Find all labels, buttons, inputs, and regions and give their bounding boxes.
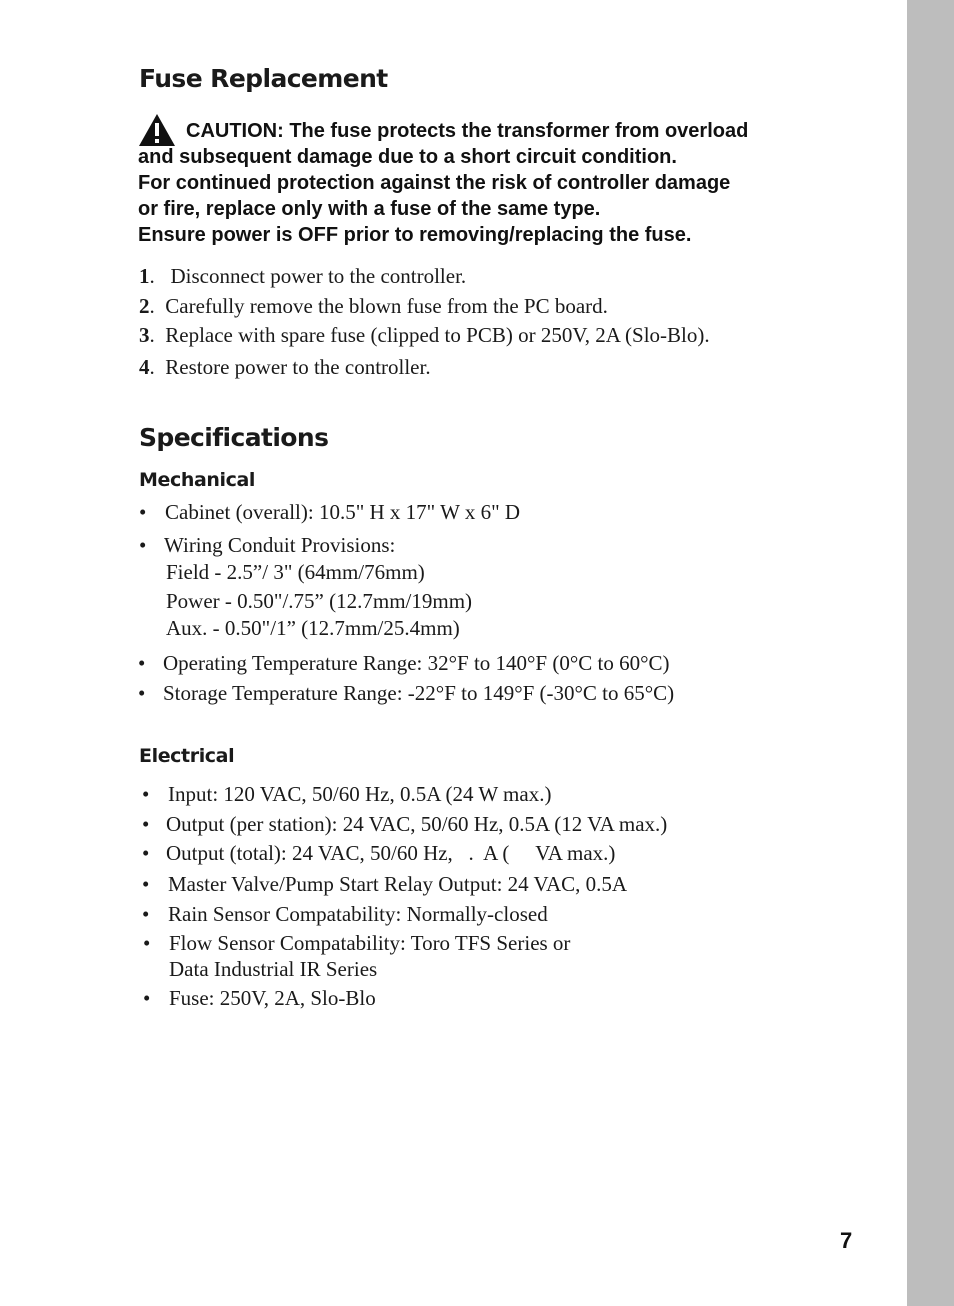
bullet: • <box>138 651 146 675</box>
mechanical-subitem: Field - 2.5”/ 3" (64mm/76mm) <box>166 560 425 584</box>
electrical-item: Fuse: 250V, 2A, Slo-Blo <box>169 986 376 1010</box>
electrical-item: Input: 120 VAC, 50/60 Hz, 0.5A (24 W max.) <box>168 782 552 806</box>
bullet: • <box>143 986 151 1010</box>
caution-line: and subsequent damage due to a short circuit condition. <box>138 146 677 168</box>
mechanical-item: Storage Temperature Range: -22°F to 149°F (-30°C to 65°C) <box>163 681 675 705</box>
bullet: • <box>138 681 146 705</box>
electrical-item: Flow Sensor Compatability: Toro TFS Series or <box>169 931 571 955</box>
bullet: • <box>142 841 150 865</box>
mechanical-subitem: Power - 0.50"/.75” (12.7mm/19mm) <box>166 589 473 613</box>
bullet: • <box>142 812 150 836</box>
fuse-replacement-heading: Fuse Replacement <box>139 64 388 93</box>
caution-line: For continued protection against the risk of controller damage <box>138 172 731 194</box>
mechanical-item: Cabinet (overall): 10.5" H x 17" W x 6" D <box>165 500 521 524</box>
bullet: • <box>139 500 147 524</box>
mechanical-subitem: Aux. - 0.50"/1” (12.7mm/25.4mm) <box>166 616 460 640</box>
bullet: • <box>142 872 150 896</box>
fuse-step: 4. Restore power to the controller. <box>139 355 431 379</box>
mechanical-item: Operating Temperature Range: 32°F to 140°F (0°C to 60°C) <box>163 651 670 675</box>
electrical-heading: Electrical <box>139 745 235 767</box>
mechanical-heading: Mechanical <box>139 469 256 491</box>
bullet: • <box>142 902 150 926</box>
electrical-subitem: Data Industrial IR Series <box>169 957 378 981</box>
caution-line: or fire, replace only with a fuse of the same type. <box>138 198 601 220</box>
electrical-item: Output (per station): 24 VAC, 50/60 Hz, 0.5A (12 VA max.) <box>166 812 668 836</box>
caution-line: Ensure power is OFF prior to removing/replacing the fuse. <box>138 224 692 246</box>
caution-block <box>138 118 828 248</box>
mechanical-item: Wiring Conduit Provisions: <box>164 533 396 557</box>
caution-line: CAUTION: The fuse protects the transformer from overload <box>138 118 828 144</box>
electrical-item: Master Valve/Pump Start Relay Output: 24 VAC, 0.5A <box>168 872 628 896</box>
specifications-heading: Specifications <box>139 423 329 452</box>
side-tab <box>907 0 954 1306</box>
fuse-step: 2. Carefully remove the blown fuse from the PC board. <box>139 294 608 318</box>
fuse-step: 3. Replace with spare fuse (clipped to PCB) or 250V, 2A (Slo-Blo). <box>139 323 710 347</box>
electrical-item: Rain Sensor Compatability: Normally-closed <box>168 902 548 926</box>
page-number: 7 <box>840 1228 853 1253</box>
bullet: • <box>142 782 150 806</box>
bullet: • <box>139 533 147 557</box>
electrical-item: Output (total): 24 VAC, 50/60 Hz, . A ( VA max.) <box>166 841 616 865</box>
fuse-step: 1. Disconnect power to the controller. <box>139 264 467 288</box>
warning-triangle-icon <box>138 118 178 144</box>
bullet: • <box>143 931 151 955</box>
